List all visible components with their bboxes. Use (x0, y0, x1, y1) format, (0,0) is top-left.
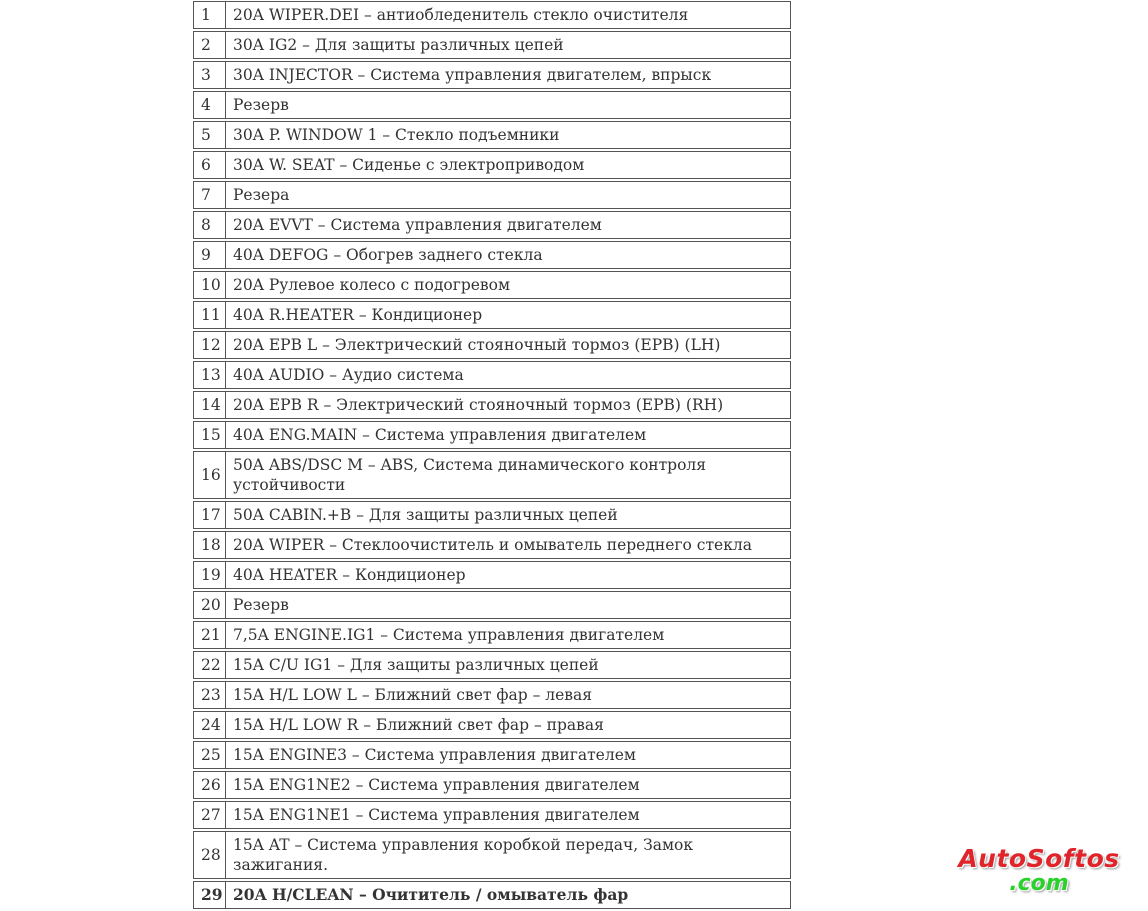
table-row (193, 151, 791, 179)
fuse-description: 40A ENG.MAIN – Система управления двигателем (226, 421, 791, 449)
table-row (193, 31, 791, 59)
fuse-number: 19 (193, 561, 226, 589)
fuse-number: 18 (193, 531, 226, 559)
fuse-description: 15A C/U IG1 – Для защиты различных цепей (226, 651, 791, 679)
fuse-number: 21 (193, 621, 226, 649)
fuse-table (193, 0, 791, 911)
fuse-description: 20A WIPER.DEI – антиобледенитель стекло очистителя (226, 1, 791, 29)
table-row (193, 711, 791, 739)
fuse-number: 2 (193, 31, 226, 59)
fuse-number: 26 (193, 771, 226, 799)
fuse-number: 15 (193, 421, 226, 449)
fuse-description: 30A P. WINDOW 1 – Стекло подъемники (226, 121, 791, 149)
fuse-number: 4 (193, 91, 226, 119)
fuse-description: 40A AUDIO – Аудио система (226, 361, 791, 389)
fuse-description: 40A HEATER – Кондиционер (226, 561, 791, 589)
fuse-description: 15A ENG1NE1 – Система управления двигателем (226, 801, 791, 829)
fuse-description: 20A Рулевое колесо с подогревом (226, 271, 791, 299)
table-row (193, 421, 791, 449)
fuse-description: 50A CABIN.+B – Для защиты различных цепей (226, 501, 791, 529)
fuse-description: 20A EPB R – Электрический стояночный тормоз (EPB) (RH) (226, 391, 791, 419)
fuse-description: 7,5A ENGINE.IG1 – Система управления двигателем (226, 621, 791, 649)
fuse-number: 8 (193, 211, 226, 239)
fuse-description: 20A WIPER – Стеклоочиститель и омыватель переднего стекла (226, 531, 791, 559)
fuse-description: 15A AT – Система управления коробкой передач, Замок зажигания. (226, 831, 791, 879)
table-row (193, 61, 791, 89)
fuse-number: 29 (193, 881, 226, 909)
table-row (193, 301, 791, 329)
fuse-number: 11 (193, 301, 226, 329)
fuse-description: Резерв (226, 91, 791, 119)
table-row (193, 211, 791, 239)
fuse-number: 7 (193, 181, 226, 209)
fuse-description: 40A DEFOG – Обогрев заднего стекла (226, 241, 791, 269)
watermark-text-domain: .com (1009, 871, 1069, 896)
fuse-description: 20A H/CLEAN – Очититель / омыватель фар (226, 881, 791, 909)
fuse-description: 15A H/L LOW L – Ближний свет фар – левая (226, 681, 791, 709)
table-row (193, 561, 791, 589)
table-row (193, 621, 791, 649)
site-watermark-logo (944, 846, 1134, 895)
table-row (193, 241, 791, 269)
fuse-number: 3 (193, 61, 226, 89)
table-row (193, 501, 791, 529)
table-row (193, 531, 791, 559)
table-row (193, 91, 791, 119)
fuse-number: 27 (193, 801, 226, 829)
fuse-number: 17 (193, 501, 226, 529)
table-row (193, 391, 791, 419)
fuse-number: 14 (193, 391, 226, 419)
table-row (193, 121, 791, 149)
fuse-description: 15A H/L LOW R – Ближний свет фар – правая (226, 711, 791, 739)
table-row (193, 831, 791, 879)
table-row (193, 741, 791, 769)
table-row (193, 181, 791, 209)
fuse-number: 10 (193, 271, 226, 299)
watermark-text-brand: AutoSoftos (958, 844, 1120, 873)
fuse-number: 23 (193, 681, 226, 709)
fuse-number: 12 (193, 331, 226, 359)
fuse-description: 20A EPB L – Электрический стояночный тормоз (EPB) (LH) (226, 331, 791, 359)
fuse-number: 9 (193, 241, 226, 269)
fuse-description: 15A ENGINE3 – Система управления двигателем (226, 741, 791, 769)
fuse-number: 16 (193, 451, 226, 499)
fuse-number: 28 (193, 831, 226, 879)
fuse-number: 25 (193, 741, 226, 769)
fuse-number: 22 (193, 651, 226, 679)
table-row (193, 881, 791, 909)
table-row (193, 1, 791, 29)
fuse-description: 40A R.HEATER – Кондиционер (226, 301, 791, 329)
fuse-number: 13 (193, 361, 226, 389)
table-row (193, 331, 791, 359)
table-row (193, 651, 791, 679)
fuse-description: 20A EVVT – Система управления двигателем (226, 211, 791, 239)
table-row (193, 771, 791, 799)
fuse-description: 30A IG2 – Для защиты различных цепей (226, 31, 791, 59)
table-row (193, 801, 791, 829)
fuse-description: 30A INJECTOR – Система управления двигателем, впрыск (226, 61, 791, 89)
fuse-number: 1 (193, 1, 226, 29)
fuse-description: 15A ENG1NE2 – Система управления двигателем (226, 771, 791, 799)
table-row (193, 451, 791, 499)
fuse-number: 5 (193, 121, 226, 149)
fuse-description: 50A ABS/DSC M – ABS, Система динамического контроля устойчивости (226, 451, 791, 499)
fuse-number: 6 (193, 151, 226, 179)
table-row (193, 361, 791, 389)
fuse-description: Резерв (226, 591, 791, 619)
fuse-description: Резера (226, 181, 791, 209)
table-row (193, 681, 791, 709)
fuse-number: 24 (193, 711, 226, 739)
fuse-number: 20 (193, 591, 226, 619)
table-row (193, 271, 791, 299)
fuse-table-body (193, 1, 791, 909)
fuse-description: 30A W. SEAT – Сиденье с электроприводом (226, 151, 791, 179)
table-row (193, 591, 791, 619)
